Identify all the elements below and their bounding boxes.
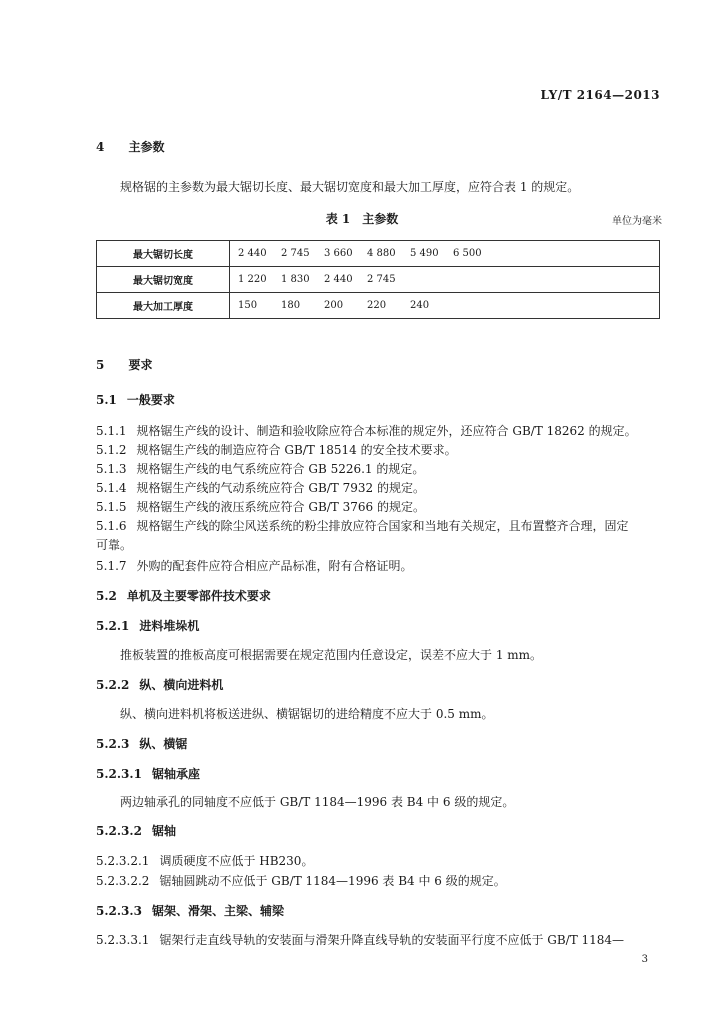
row-values bbox=[230, 241, 660, 267]
cell-value: 2 745 bbox=[367, 274, 396, 285]
cell-value: 180 bbox=[281, 300, 301, 311]
table-row bbox=[97, 293, 660, 319]
heading-title: 要求 bbox=[128, 358, 153, 372]
heading-number: 4 bbox=[96, 140, 105, 154]
clause: 5.2.3.3.1 锯架行走直线导轨的安装面与滑架升降直线导轨的安装面平行度不应低于 GB/T 1184— bbox=[96, 933, 625, 947]
clause: 5.2.3.3 锯架、滑架、主梁、辅梁 bbox=[96, 904, 284, 918]
clause: 5.2.3.1 锯轴承座 bbox=[96, 767, 200, 781]
clause: 5.1.5 规格锯生产线的液压系统应符合 GB/T 3766 的规定。 bbox=[96, 500, 425, 514]
clause: 5.1.7 外购的配套件应符合相应产品标准，附有合格证明。 bbox=[96, 559, 413, 573]
cell-value: 2 440 bbox=[324, 274, 353, 285]
section-4-paragraph: 规格锯的主参数为最大锯切长度、最大锯切宽度和最大加工厚度，应符合表 1 的规定。 bbox=[120, 180, 580, 194]
table-row bbox=[97, 267, 660, 293]
clause: 5.2.3 纵、横锯 bbox=[96, 737, 188, 751]
cell-value: 240 bbox=[410, 300, 430, 311]
clause: 5.2.1 进料堆垛机 bbox=[96, 619, 200, 633]
cell-value: 3 660 bbox=[324, 248, 353, 259]
document-number: LY/T 2164—2013 bbox=[540, 88, 660, 102]
row-label: 最大锯切宽度 bbox=[97, 267, 230, 293]
table-unit: 单位为毫米 bbox=[612, 216, 662, 227]
clause: 5.1.2 规格锯生产线的制造应符合 GB/T 18514 的安全技术要求。 bbox=[96, 443, 457, 457]
cell-value: 6 500 bbox=[453, 248, 482, 259]
clause: 5.2.3.2.1 调质硬度不应低于 HB230。 bbox=[96, 854, 314, 868]
heading-title: 主参数 bbox=[128, 140, 165, 154]
cell-value: 150 bbox=[238, 300, 258, 311]
cell-value: 200 bbox=[324, 300, 344, 311]
cell-value: 5 490 bbox=[410, 248, 439, 259]
row-values bbox=[230, 267, 660, 293]
clause: 5.2.3.2.2 锯轴圆跳动不应低于 GB/T 1184—1996 表 B4 中 6 级的规定。 bbox=[96, 874, 506, 888]
clause: 5.1.4 规格锯生产线的气动系统应符合 GB/T 7932 的规定。 bbox=[96, 481, 425, 495]
clause-body: 两边轴承孔的同轴度不应低于 GB/T 1184—1996 表 B4 中 6 级的规定。 bbox=[120, 795, 515, 809]
row-label: 最大锯切长度 bbox=[97, 241, 230, 267]
row-label: 最大加工厚度 bbox=[97, 293, 230, 319]
row-values bbox=[230, 293, 660, 319]
clause: 5.1.1 规格锯生产线的设计、制造和验收除应符合本标准的规定外，还应符合 GB/T 18262 的规定。 bbox=[96, 424, 637, 438]
clause: 5.2 单机及主要零部件技术要求 bbox=[96, 589, 271, 603]
cell-value: 2 440 bbox=[238, 248, 267, 259]
clause: 5.1 一般要求 bbox=[96, 393, 175, 407]
heading-number: 5 bbox=[96, 358, 105, 372]
clause-continuation: 可靠。 bbox=[96, 538, 133, 552]
cell-value: 220 bbox=[367, 300, 387, 311]
cell-value: 1 220 bbox=[238, 274, 267, 285]
clause: 5.1.6 规格锯生产线的除尘风送系统的粉尘排放应符合国家和当地有关规定，且布置整齐合理，固定 bbox=[96, 519, 629, 533]
table-row bbox=[97, 241, 660, 267]
clause: 5.1.3 规格锯生产线的电气系统应符合 GB 5226.1 的规定。 bbox=[96, 462, 425, 476]
clause: 5.2.2 纵、横向进料机 bbox=[96, 678, 224, 692]
section-4-heading bbox=[96, 138, 664, 156]
cell-value: 4 880 bbox=[367, 248, 396, 259]
parameters-table bbox=[96, 240, 660, 319]
section-5-heading bbox=[96, 356, 664, 374]
clause-body: 推板装置的推板高度可根据需要在规定范围内任意设定，误差不应大于 1 mm。 bbox=[120, 648, 543, 662]
clause: 5.2.3.2 锯轴 bbox=[96, 824, 176, 838]
cell-value: 1 830 bbox=[281, 274, 310, 285]
cell-value: 2 745 bbox=[281, 248, 310, 259]
page-number: 3 bbox=[641, 954, 648, 965]
clause-body: 纵、横向进料机将板送进纵、横锯锯切的进给精度不应大于 0.5 mm。 bbox=[120, 707, 494, 721]
table-title: 表 1 主参数 bbox=[325, 212, 399, 226]
